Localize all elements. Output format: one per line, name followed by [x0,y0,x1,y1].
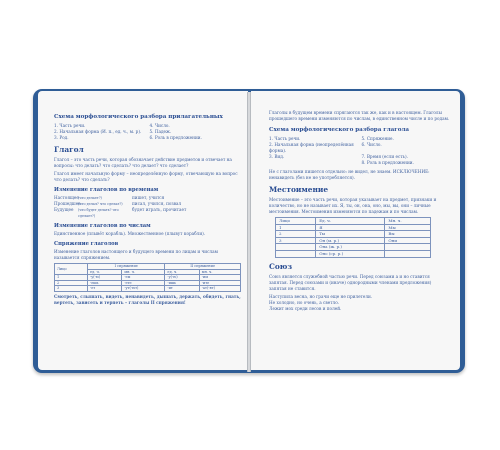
table-row [276,224,431,231]
table-header: II спряжение [165,264,241,270]
table-cell [385,244,430,251]
scheme-item: 8. Роль в предложении. [361,160,414,165]
table-cell: Она (ж. р.) [316,244,385,251]
table-cell: Они [385,237,430,244]
union-example: Не холодно, но очень, а светло. [269,299,340,305]
table-cell: Мы [385,224,430,231]
right-page [251,91,460,370]
table-cell [385,250,430,257]
scheme-item: 6. Число. [361,142,382,147]
tense-example: писал, учился, позвал [132,201,182,206]
table-cell [276,244,316,251]
table-cell: -у(-ю) [165,275,199,281]
scheme-item: 1. Часть речи. [269,136,301,141]
table-cell: Ты [316,231,385,238]
verb-scheme-list [269,136,450,166]
table-header: Лицо [276,218,316,225]
table-cell: 3 [276,237,316,244]
table-cell: Я [316,224,385,231]
table-cell: Оно (ср. р.) [316,250,385,257]
table-cell: -ут(-ют) [122,286,165,292]
future-tense-text: Глаголы в будущем времени спрягаются так же, как и в настоящем. Глаголы прошедшего времени изменяются по числам, в единственном числе и по родам. [269,110,450,121]
table-cell: -ите [199,280,240,286]
conjugation-heading: Спряжение глаголов [54,241,119,247]
verb-definition: Глагол – это часть речи, которая обозначает действие предметов и отвечает на вопросы: что делать? что сделать? что делает? что сделает? [54,157,232,168]
table-cell: -ем [122,275,165,281]
table-cell: -им [199,275,240,281]
table-cell [276,250,316,257]
union-heading: Союз [269,261,293,271]
table-cell: -ишь [165,280,199,286]
scheme-item: 7. Время (если есть). [361,154,408,159]
tense-example: пишет, учится [132,195,165,200]
tense-question: (что делает?) [78,196,102,200]
union-example: Наступила весна, но грачи еще не прилетели. [269,293,373,299]
verb-heading: Глагол [54,145,84,154]
left-page [38,91,248,370]
table-subheader: ед. ч. [88,269,122,275]
tense-name: Будущее [54,207,74,212]
number-text: Единственное (плывёт корабль). Множественное (плывут корабли). [54,231,206,236]
scheme-item: 5. Падеж. [149,129,172,134]
table-cell: -ит [165,286,199,292]
scheme-item: 3. Вид. [269,154,285,159]
scheme-item [269,160,358,166]
adjective-scheme-list [54,123,241,141]
scheme-item: 6. Роль в предложении. [149,135,202,140]
pronoun-table [275,217,431,258]
table-row [276,231,431,238]
scheme-item: 4. Число. [149,123,170,128]
union-definition: Союз является служебной частью речи. Перед союзами а и но ставится запятая. Перед союзами и (иначе) однородными членами предложения) запятая не ставится. [269,273,432,291]
table-header: Мн. ч. [385,218,430,225]
table-subheader: мн. ч. [199,269,240,275]
number-heading: Изменение глаголов по числам [54,223,151,229]
tense-name: Прошедшее [54,201,81,206]
scheme-item: 2. Начальная форма (неопределённая форма). [269,142,354,153]
union-example: Лежит мох среди лесов и полей. [269,305,342,311]
table-header: Лицо [55,264,88,275]
scheme-item: 2. Начальная форма (И. п., ед. ч., м. р). [54,129,142,134]
table-cell: -ешь [88,280,122,286]
table-subheader: ед. ч. [165,269,199,275]
tense-question: (что будет делать? что сделает?) [78,208,119,218]
table-row [55,286,241,292]
table-row [276,250,431,257]
conjugation-text: Изменение глаголов настоящего и будущего времени по лицам и числам называется спряжением. [54,249,218,260]
exceptions-text: Смотреть, слышать, видеть, ненавидеть, дышать, держать, обидеть, гнать, вертеть, зависеть и терпеть – глаголы II спряжения! [54,293,241,305]
table-row [276,237,431,244]
table-cell: -ет [88,286,122,292]
table-cell: 2 [276,231,316,238]
table-cell: -ете [122,280,165,286]
conjugation-table [54,263,241,292]
table-cell: -у(-ю) [88,275,122,281]
tense-name: Настоящее [54,195,79,200]
pronoun-heading: Местоимение [269,185,329,194]
tense-heading: Изменение глаголов по временам [54,187,159,193]
table-cell: 1 [276,224,316,231]
table-cell: Вы [385,231,430,238]
pronoun-definition: Местоимение – это часть речи, которая указывает на предмет, признаки и количество, но не называет их. Я, ты, он, она, оно, мы, вы, они – личные местоимения. Местоимения изменяются по падежам и по числам. [269,197,437,214]
adjective-scheme-title: Схема морфологического разбора прилагательных [54,114,223,120]
table-cell: -ат(-ят) [199,286,240,292]
tense-example: будет играть, прочитает [132,207,187,212]
ne-rule-text: Не с глаголами пишется отдельно: не видел, не знаем. ИСКЛЮЧЕНИЕ: ненавидеть (без не не употребляется). [269,169,430,180]
scheme-item: 5. Спряжение. [361,136,394,141]
table-cell: 1 [55,275,88,281]
table-cell: Он (м. р.) [316,237,385,244]
table-header: Ед. ч. [316,218,385,225]
table-subheader: мн. ч. [122,269,165,275]
table-cell: 2 [55,280,88,286]
table-row [276,244,431,251]
verb-infinitive-text: Глагол имеет начальную форму – неопределённую форму, отвечающую на вопрос что делать? что сделать? [54,171,238,182]
scheme-item: 1. Часть речи. [54,123,86,128]
verb-scheme-title: Схема морфологического разбора глагола [269,127,410,133]
table-cell: 3 [55,286,88,292]
table-header: I спряжение [88,264,165,270]
tense-list [54,195,241,219]
tense-question: (что делал? что сделал?) [78,202,123,206]
scheme-item: 3. Род. [54,135,69,140]
